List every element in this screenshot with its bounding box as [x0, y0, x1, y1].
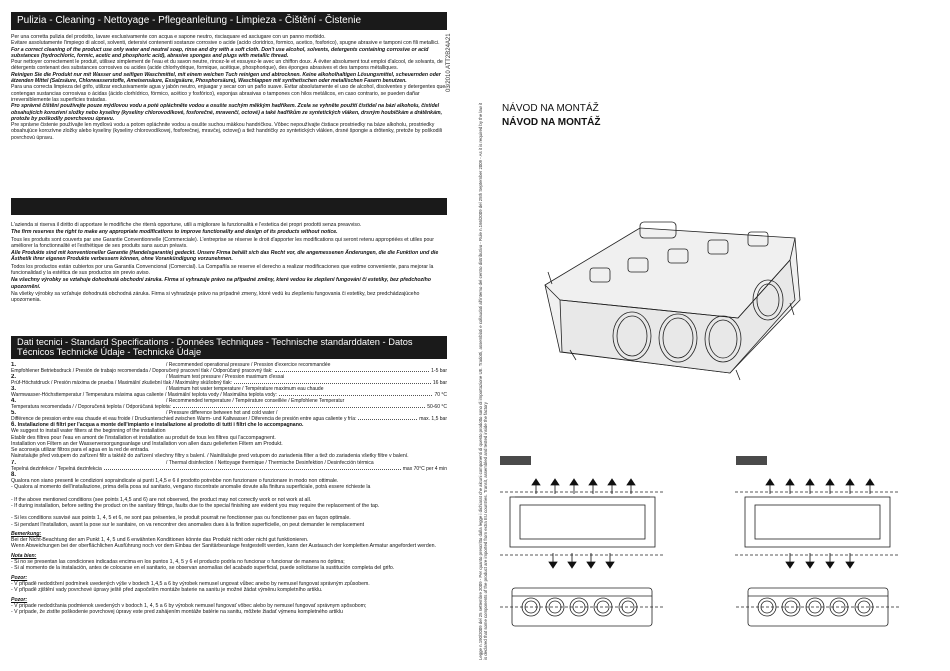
legal-text [11, 222, 447, 305]
spec-6-line: Etablir des filtres pour l'eau en amont de l'installation et installation au produit de tous les filtres qui l'accompagnent. [11, 434, 276, 441]
spec-label-a: / Maximum hot water temperature / Température maximum eau chaude [166, 386, 324, 392]
spec-value: 70 °C [434, 392, 447, 398]
specs-block [11, 362, 447, 615]
spec-value: max. 1,5 bar [419, 416, 447, 422]
spec-label-b: Temperatura recomendada / / Doporučená teplota / Odporúčaná teplota: [11, 404, 172, 410]
title-1: NÁVOD NA MONTÁŽ [502, 103, 599, 114]
spec-label-a: / Recommended temperature / Température conseillée / Empfohlene Temperatur [166, 398, 345, 404]
spec-number: 1. [11, 362, 17, 368]
legal-paragraph: Na všechny výrobky se vztahuje dohodnutá obchodní záruka. Firma si vyhrazuje právo na případné změny, které vedou ke zlepšení fungování či estetiky, bez předchozího upozornění. [11, 277, 431, 290]
spec-6-line: Installation von Filtern an der Wasserversorgungsanlage und Installation von allen dazu gelieferten Filtern am Produkt. [11, 440, 283, 447]
cleaning-header: Pulizia - Cleaning - Nettoyage - Pflegeanleitung - Limpieza - Čištění - Čistenie [11, 12, 447, 30]
spec-label-b: Prüf-Höchstdruck / Presión máxima de prueba / Maximální zkušební tlak / Maximálny skúšobný tlak: [11, 380, 233, 386]
spec-8-line: - Si pendant l'installation, avant la pose sur le sanitaire, on va rencontrer des anomalies dues à la finition superficielle, on peut demander le remplacement [11, 521, 365, 528]
legal-paragraph: The firm reserves the right to make any appropriate modifications to improve functionality and design of its products without notice. [11, 229, 338, 236]
spec-value: max 70°C per 4 min [402, 465, 447, 472]
spec-8-line: Qualora non siano presenti le condizioni sopraindicate ai punti 1,4,5 e 6 il prodotto potrebbe non funzionare o funzionare in modo non ottimale. [11, 478, 339, 485]
dotted-leader [275, 368, 430, 372]
legal-paragraph: L'azienda si riserva il diritto di apportare le modifiche che riterrà opportune, utili a migliorare la funzionalità e l'estetica dei propri prodotti senza preavviso. [11, 222, 362, 228]
cleaning-paragraph: Pro správné čištění používejte pouze mýdlovou vodu a poté opláchněte vodou a osušte suchým měkkým hadříkem. Zcela se vyhněte použití čistidel na bázi alkoholu, čistidel obsahujících korozivní složky nebo kyseliny (kyseliny chlorovodíkové, fosforečné, mravenčí, octové) a také hadříkům ze syntetických vláken, drsným houbičkám a drátěnkám, protože by poškodily povrchovou úpravu. [11, 103, 443, 122]
top-view-drawing-2 [735, 479, 900, 568]
spec-6-text: Installazione di filtri per l'acqua a monte dell'impianto e installazione al prodotto di tutti i filtri che lo accompagnano. [17, 422, 304, 428]
dotted-leader [173, 404, 425, 408]
spec-number: 8. [11, 471, 17, 478]
spec-number: 5. [11, 410, 17, 416]
spec-label-a: / Pressure difference between hot and cold water / [166, 410, 278, 416]
note-heading: Pozor: [11, 574, 28, 581]
spec-number: 6. [11, 422, 18, 428]
spec-value: 1-5 bar [431, 368, 447, 374]
spec-number: 2. [11, 374, 17, 380]
tab-marker-left [500, 456, 531, 465]
dotted-leader [358, 416, 417, 420]
side-legal-text: Legge n.190/2009 del 25 settembre 2009 - Per quanto prescritto dalla legge i dichiarat che alcuni componenti di questo prodotto sono di importazione UE. Tradotti, assemblati e collaudati all'interno del centro distributivo - Rule n.166/2009 del 25th September 2009 - As it is required by the law it is declared that some components of the product are imported from extra EU countries. Transit, assembled and tested inside the factory [478, 102, 489, 660]
note-line: - V prípade nedodržania podmienok uvedených v bodoch 1, 4, 5 a 6 by výrobok nemusel fungovať vôbec alebo by nemusel fungovať správnym spôsobom; [11, 602, 367, 609]
note-line: - V případě nedodržení podmínek uvedených výše v bodech 1,4,5 a 6 by výrobek nemusel ungovat vůbec anebo by nemusel fungovat správným způsobem. [11, 580, 370, 587]
cleaning-paragraph: Pour nettoyer correctement le produit, utilisez simplement de l'eau et du savon neutre, rincez-le et essuyez-le avec un chiffon doux. À éviter absolument tout emploi d'alcool, de solvants, de détergents contenant des substances corrosives ou acides (acide chlorhydrique, formique, acétique, phosphorique), des éponges abrasives et des tampons métalliques. [11, 59, 443, 72]
note-line: - Si no se presentan las condiciones indicadas encima en los puntos 1, 4, 5 y 6 el producto podría no funcionar o funcionar de manera no óptima; [11, 559, 345, 566]
tech-header: Dati tecnici - Standard Specifications - Données Techniques - Technische standarddaten - Datos Técnicos Technické Údaje - Technické Údaje [11, 336, 447, 359]
dotted-leader [279, 392, 432, 396]
note-line: - Si al momento de la instalación, antes de colocarse en el sanitario, se observan anomalías del acabado superficial, puede solicitarse la sustitución completa del grifo. [11, 565, 395, 572]
spec-6-line: Nainstalujte před vstupem do zařízení filtr a taktéž do zařízení všechny filtry s balení. / Nainštalujte pred vstupom do zariadenia filter a tiež do zariadenia všetky filtre v balení. [11, 453, 409, 460]
left-column [11, 12, 447, 667]
note-heading: Bemerkung: [11, 530, 42, 537]
spec-number: 3. [11, 386, 17, 392]
black-band [11, 198, 447, 215]
note-line: - V případě zjištění vady povrchové úpravy ještě před započetím montáže baterie na sanitu je možné žádat výměnu kompletního artiklu. [11, 587, 323, 594]
spec-label-b: Tepelná dezinfekce / Tepelná dezinfekcia [11, 465, 102, 472]
note-line: - V prípade, že zistíte poškodenie povrchovej úpravy este pred zahájením montáže batérie na sanitu, môžete žiadať výmenu kompletného artiklu [11, 609, 343, 616]
legal-paragraph: Todos los productos están cubiertos por una Garantía Convencional (Comercial). La Compañía se reserve el derecho a realizar modificaciones que estime conveniente, para mejorar la funcionalidad y la estética de sus productos sin previo aviso. [11, 263, 434, 277]
dotted-leader [234, 380, 431, 384]
cleaning-paragraph: Evitare assolutamente l'impiego di alcool, solventi, detersivi contenenti sostanze corrosive o acide (acido cloridrico, formico, acetico, fosforico), spugne abrasive e tamponi con fili metallici. [11, 40, 440, 47]
spec-8-line: - If during installation, before setting the product on the sanitary fittings, faults due to the special finishing are evident you may require the replacement of the tap. [11, 502, 380, 509]
front-view-drawing [500, 588, 665, 626]
spec-8-line: - If the above mentioned conditions (see points 1,4,5 and 6) are not observed, the product may not correctly work or not work at all. [11, 496, 312, 503]
spec-8-line: - Si les conditions susvisé aux points 1, 4, 5 et 6, ne sont pas présentes, le produit pourrait ne fonctionner pas ou fonctionner pas en façon optimale. [11, 515, 351, 522]
spec-label-b: Warmwasser-Höchsttemperatur / Temperatura máxima agua caliente / Maximální teplota vody / Maximálna teplota vody: [11, 392, 277, 398]
spec-label-a: / Thermal disinfection / Nettoyage thermique / Thermische Desinfektion / Desinfección térmica [166, 459, 374, 466]
cleaning-paragraph: Para una correcta limpieza del grifo, utilizar exclusivamente agua y jabón neutro, enjuagar y secar con un paño suave. Evitar absolutamente el uso de alcohol, disolventes y detergentes que contengan sustancias corrosivas o ácidas (ácido clorhídrico, fórmico, acético y fosfórico), esponjas abrasivas o tampones con hilos metálicos, en caso contrario, se pueden dañar irreversiblemente las superficies tratadas. [11, 84, 446, 103]
top-view-drawing [500, 479, 665, 568]
note-heading: Nota bien: [11, 552, 37, 559]
note-heading: Pozor: [11, 596, 28, 603]
spec-label-a: / Maximum test pressure / Pression maximum d'essai [166, 374, 285, 380]
legal-paragraph: Tous les produits sont couverts par une Garantie Conventionnelle (Commerciale). L'entreprise se réserve le droit d'apporter les modifications qui seront retenu appropriées et utiles pour améliorer la fonctionnalité et l'esthétique de ses produits sans aucun préavis. [11, 236, 434, 249]
cleaning-paragraph: Per una corretta pulizia del prodotto, lavare esclusivamente con acqua e sapone neutro, risciaquare ed asciugare con un panno morbido. [11, 34, 326, 40]
tab-marker-right [736, 456, 767, 465]
spec-label-a: / Recommended operational pressure / Pression d'exercice recommandée [166, 362, 331, 368]
note-line: Wenn Abweichungen bei der oberflächlichen Ausführung noch vor dem Einbau der Sanitärbeanlage festgestellt werden, kann der Austausch der kompletten Armatur angefordert werden. [11, 543, 436, 550]
spec-8-line: - Qualora al momento dell'installazione, prima della posa sul sanitario, vengano riscontrate anomalie dovute alla finitura superficiale, potrà essere richieste la [11, 484, 371, 491]
spec-number: 4. [11, 398, 17, 404]
spec-value: 50-60 °C [427, 404, 447, 410]
cleaning-text [11, 34, 447, 141]
legal-paragraph: Na všetky výrobky sa vzťahuje dohodnutá obchodná záruka. Firma si vyhradzuje právo na prípadné zmeny, ktoré vedú ku zlepšeniu fungovania či estetiky, bez predchádzajúceho upozornenia. [11, 290, 420, 304]
cleaning-paragraph: Pre správne čistenie používajte len mydlovú vodu a potom opláchnite vodou a osušte suchou mäkkou handričkou. Vôbec nepoužívajte čistiace prostriedky na báze alkoholu, prostriedky obsahujúce korozívne zložky alebo kyseliny (kyseliny chlorovodíkovej, fosforečnej, mravčej, octovej) a tiež handričky zo syntetických vlákien, drsné špongie a drôtenky, pretože by poškodili povrchovú úpravu. [11, 122, 442, 141]
spec-number: 7. [11, 459, 17, 466]
spec-label-b: Empfohlener Betriebsdruck / Presión de trabajo recomendada / Doporučený pracovní tlak / Odporúčaný pracovný tlak: [11, 368, 273, 374]
title-2: NÁVOD NA MONTÁŽ [502, 117, 601, 128]
outlet-circles [613, 280, 783, 362]
note-line: Bei der Nicht-Beachtung der am Punkt 1, 4, 5 und 6 erwähnten Konditionen könnte das Produkt nicht oder nicht gut funktionieren. [11, 537, 309, 544]
spec-6-line: We suggest to install water filters at the beginning of the installation [11, 428, 166, 435]
front-view-drawing-2 [736, 588, 900, 626]
doc-code: 03/2010 ATT2B24A21 [446, 33, 452, 92]
top-ports [590, 222, 768, 282]
spec-label-b: Différence de pression entre eau chaude et eau froide / Druckunterschied zwischen Warm- und Kaltwasser / Diferencia de presión entre agua caliente y fría: [11, 416, 357, 422]
spec-value: 16 bar [432, 380, 447, 386]
cleaning-paragraph: Reinigen Sie die Produkt nur mit Wasser und seifigen Waschmittel, mit einem weichen Tuch reinigen und abtrocknen. Keine alkoholhaltigen Lösungsmittel, scheuernden oder ätzenden Mittel (Salzsäure, Chlorwasserstoffe, Ameisensäure, Essigsäure, Phosphorsäure), Waschlappen mit synthetischen oder metallischen Fasern benutzen. [11, 71, 441, 85]
cleaning-paragraph: For a correct cleaning of the product use only water and neutral soap, rinse and dry with a soft cloth. Don't use alcohol, solvents, detergents containing corrosive or acid substances (hydrochloric, formic, acetic and phosphoric acid), abrasive sponges and plugs with metallic thread. [11, 46, 429, 59]
legal-paragraph: Alle Produkte sind mit konventioneller Garantie (Handelsgarantie) gedeckt. Unsere Firma behält sich das Recht vor, die angemessenen Änderungen, die die Funktion und die Ästhetik ihrer eigenen Produkte verbessern können, ohne Vorankündigung vorzunehmen. [11, 250, 439, 263]
spec-6-line: Se aconseja utilizar filtros para el agua en la red de entrada. [11, 447, 150, 454]
dotted-leader [104, 466, 401, 470]
